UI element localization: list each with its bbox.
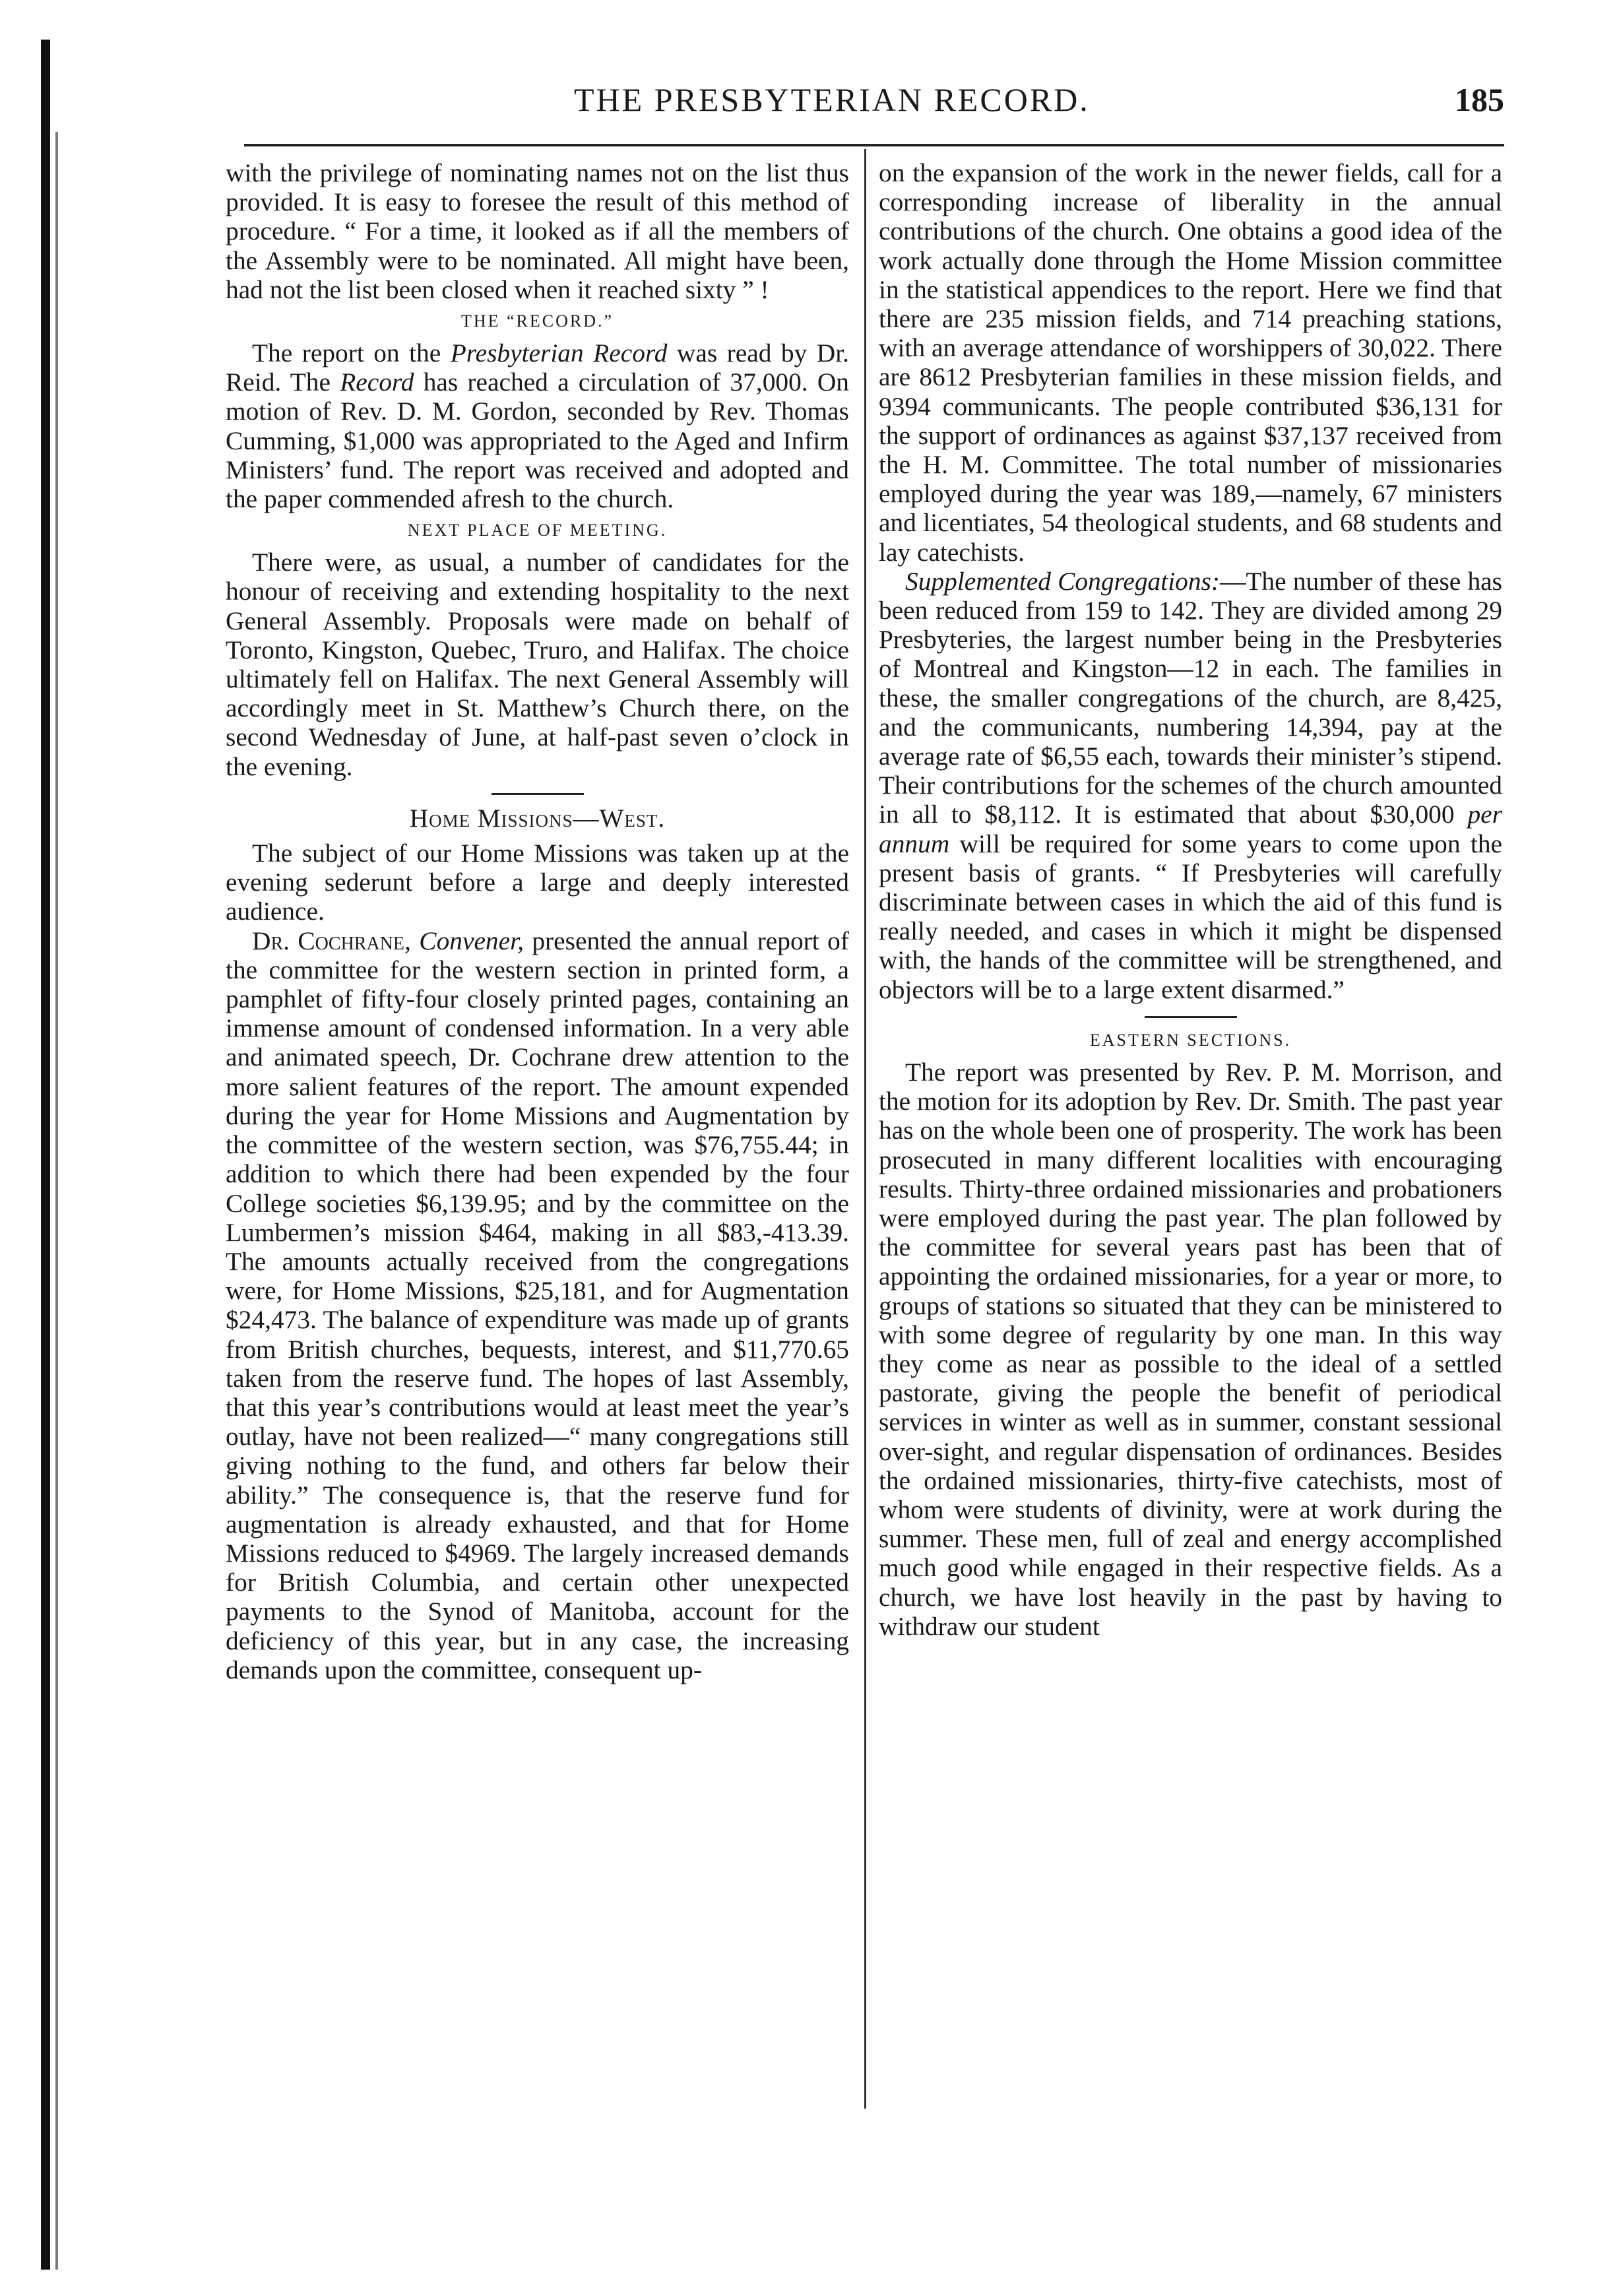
- paragraph-meeting: There were, as usual, a number of candidates for the honour of receiving and extending hospitality to the next General Assembly. Proposals were made on behalf of Toronto, Kingston, Quebec, Truro, and Halifax. The choice ultimately fell on Halifax. The next General Assembly will accordingly meet in St. Matthew’s Church there, on the second Wednesday of June, at half-past seven o’clock in the evening.: [226, 548, 849, 781]
- missions-heading: Home Missions—West.: [409, 804, 666, 833]
- meeting-heading: NEXT PLACE OF MEETING.: [407, 521, 668, 540]
- paragraph-expansion: on the expansion of the work in the newer fields, call for a corresponding increase of liberality in the annual contributions of the church. One obtains a good idea of the work actually done through the Home Mission committee in the statistical appendices to the report. Here we find that there are 235 mission fields, and 714 preaching stations, with an average attendance of worshippers of 30,022. There are 8612 Presbyterian families in these mission fields, and 9394 communicants. The people contributed $36,131 for the support of ordinances as against $37,137 received from the H. M. Committee. The total number of missionaries employed during the year was 189,—namely, 67 ministers and licentiates, 54 theological students, and 68 students and lay catechists.: [879, 158, 1502, 567]
- paragraph-missions-report: Dr. Cochrane, Convener, presented the annual report of the committee for the western section in printed form, a pamphlet of fifty-four closely printed pages, containing an immense amount of condensed information. In a very able and animated speech, Dr. Cochrane drew attention to the more salient features of the report. The amount expended during the year for Home Missions and Augmentation by the committee of the western section, was $76,755.44; in addition to which there had been expended by the four College societies $6,139.95; and by the committee on the Lumbermen’s mission $464, making in all $83,-413.39. The amounts actually received from the congregations were, for Home Missions, $25,181, and for Augmentation $24,473. The balance of expenditure was made up of grants from British churches, bequests, interest, and $11,770.65 taken from the reserve fund. The hopes of last Assembly, that this year’s contributions would at least meet the year’s outlay, have not been realized—“ many congregations still giving nothing to the fund, and others far below their ability.” The consequence is, that the reserve fund for augmentation is already exhausted, and that for Home Missions reduced to $4969. The largely increased demands for British Columbia, and certain other unexpected payments to the Synod of Manitoba, account for the deficiency of this year, but in any case, the increasing demands upon the committee, consequent up-: [226, 926, 849, 1684]
- scan-binding-shadow: [55, 132, 58, 2270]
- column-divider: [864, 149, 866, 2109]
- page-header: [244, 78, 1504, 131]
- left-column: [226, 158, 849, 1684]
- paragraph-record: The report on the Presbyterian Record was read by Dr. Reid. The Record has reached a circulation of 37,000. On motion of Rev. D. M. Gordon, seconded by Rev. Thomas Cumming, $1,000 was appropriated to the Aged and Infirm Ministers’ fund. The report was received and adopted and the paper commended afresh to the church.: [226, 338, 849, 514]
- paragraph-missions-intro: The subject of our Home Missions was taken up at the evening sederunt before a large and deeply interested audience.: [226, 839, 849, 926]
- eastern-heading: EASTERN SECTIONS.: [1089, 1030, 1292, 1050]
- section-rule: [492, 793, 584, 795]
- paragraph-supplemented: Supplemented Congregations:—The number of these has been reduced from 159 to 142. They are divided among 29 Presbyteries, the largest number being in the Presbyteries of Montreal and Kingston—12 in each. The families in these, the smaller congregations of the church, are 8,425, and the communicants, numbering 14,394, pay at the average rate of $6,55 each, towards their minister’s stipend. Their contributions for the schemes of the church amounted in all to $8,112. It is estimated that about $30,000 per annum will be required for some years to come upon the present basis of grants. “ If Presbyteries will carefully discriminate between cases in which the aid of this fund is really needed, and cases in which it might be dispensed with, the hands of the committee will be strengthened, and objectors will be to a large extent disarmed.”: [879, 566, 1502, 1004]
- paragraph-eastern: The report was presented by Rev. P. M. Morrison, and the motion for its adoption by Rev. Dr. Smith. The past year has on the whole been one of prosperity. The work has been prosecuted in many different localities with encouraging results. Thirty-three ordained missionaries and probationers were employed during the past year. The plan followed by the committee for several years past has been that of appointing the ordained missionaries, for a year or more, to groups of stations so situated that they can be ministered to with some degree of regularity by one man. In this way they come as near as possible to the ideal of a settled pastorate, giving the people the benefit of periodical services in winter as well as in summer, constant sessional over-sight, and regular dispensation of ordinances. Besides the ordained missionaries, thirty-five catechists, most of whom were students of divinity, were at work during the summer. These men, full of zeal and energy accomplished much good while engaged in their respective fields. As a church, we have lost heavily in the past by having to withdraw our student: [879, 1057, 1502, 1641]
- scan-binding-edge: [41, 40, 50, 2270]
- record-heading: THE “RECORD.”: [460, 311, 614, 331]
- section-rule: [1145, 1016, 1237, 1018]
- page-number: 185: [1455, 81, 1504, 118]
- right-column: [879, 158, 1502, 1641]
- paragraph-nomination: with the privilege of nominating names not on the list thus provided. It is easy to foresee the result of this method of procedure. “ For a time, it looked as if all the members of the Assembly were to be nominated. All might have been, had not the list been closed when it reached sixty ” !: [226, 158, 849, 304]
- header-rule: [244, 144, 1504, 146]
- running-title: THE PRESBYTERIAN RECORD.: [574, 81, 1090, 118]
